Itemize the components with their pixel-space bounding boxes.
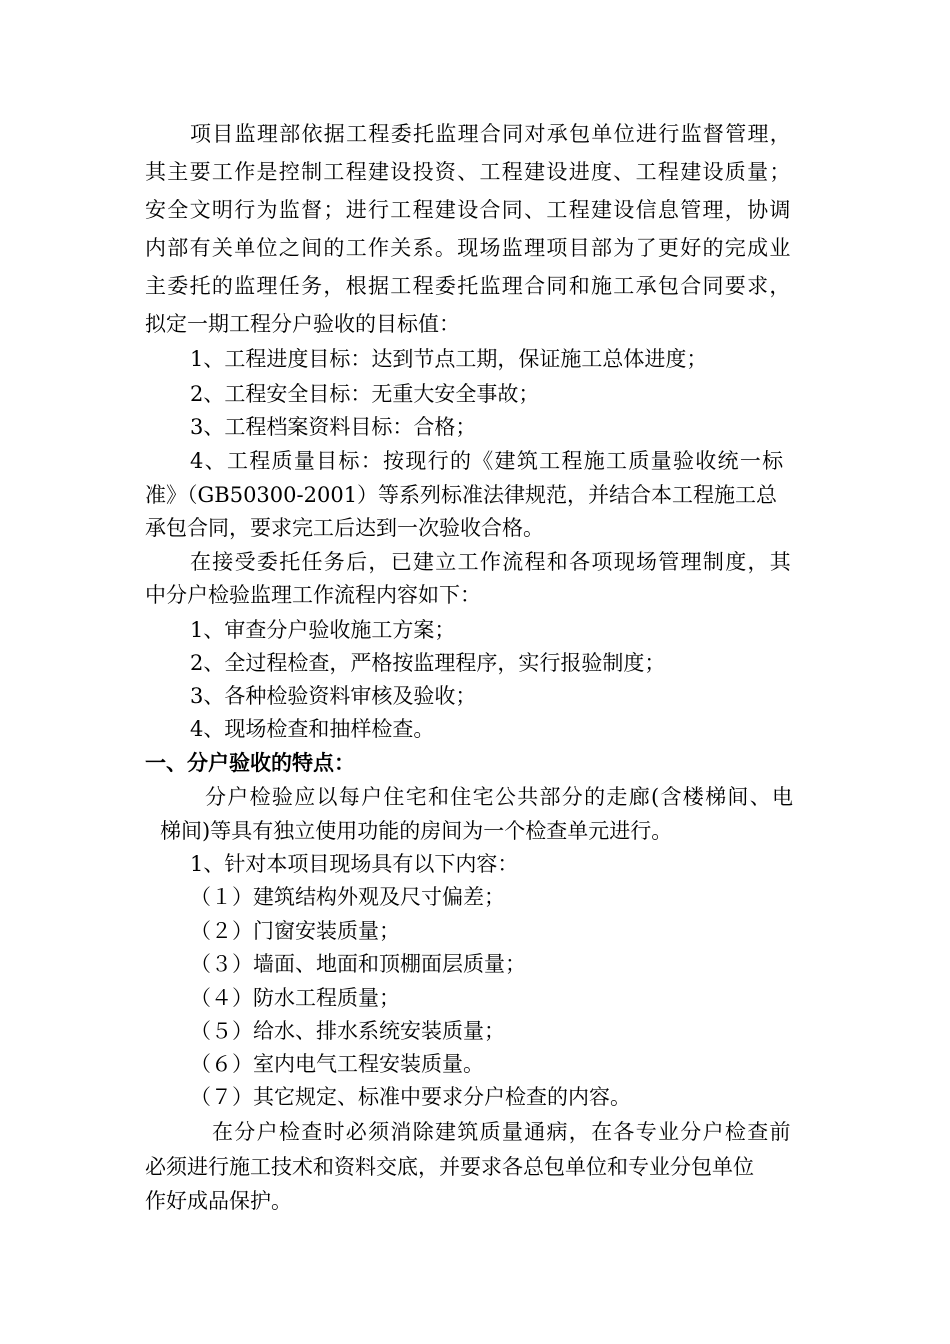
target-item-continued: 承包合同，要求完工后达到一次验收合格。 xyxy=(145,516,544,540)
intro-line: 内部有关单位之间的工作关系。现场监理项目部为了更好的完成业 xyxy=(145,236,792,260)
process-intro-line: 在接受委托任务后，已建立工作流程和各项现场管理制度，其 xyxy=(190,550,793,574)
intro-line: 其主要工作是控制工程建设投资、工程建设进度、工程建设质量； xyxy=(145,160,792,184)
section-list-title: 1、针对本项目现场具有以下内容： xyxy=(190,852,519,876)
section-para-line: 分户检验应以每户住宅和住宅公共部分的走廊(含楼梯间、电 xyxy=(205,785,795,809)
target-item-continued: 准》（GB50300-2001）等系列标准法律规范，并结合本工程施工总 xyxy=(145,483,778,507)
closing-line: 在分户检查时必须消除建筑质量通病，在各专业分户检查前 xyxy=(212,1120,792,1144)
intro-line: 安全文明行为监督；进行工程建设合同、工程建设信息管理，协调 xyxy=(145,198,792,222)
target-item: 2、工程安全目标：无重大安全事故； xyxy=(190,382,540,406)
process-intro-line: 中分户检验监理工作流程内容如下： xyxy=(145,583,481,607)
closing-line: 作好成品保护。 xyxy=(145,1189,292,1213)
inspection-item: （６）室内电气工程安装质量。 xyxy=(190,1052,484,1076)
inspection-item: （４）防水工程质量； xyxy=(190,986,400,1010)
process-item: 1、审查分户验收施工方案； xyxy=(190,618,456,642)
inspection-item: （２）门窗安装质量； xyxy=(190,919,400,943)
process-item: 2、全过程检查，严格按监理程序，实行报验制度； xyxy=(190,651,666,675)
target-item: 4、工程质量目标：按现行的《建筑工程施工质量验收统一标 xyxy=(190,449,785,473)
section-para-line: 梯间)等具有独立使用功能的房间为一个检查单元进行。 xyxy=(160,819,673,843)
process-item: 4、现场检查和抽样检查。 xyxy=(190,717,435,741)
intro-line: 项目监理部依据工程委托监理合同对承包单位进行监督管理， xyxy=(190,122,793,146)
inspection-item: （１）建筑结构外观及尺寸偏差； xyxy=(190,885,505,909)
inspection-item: （３）墙面、地面和顶棚面层质量； xyxy=(190,952,526,976)
intro-line: 主委托的监理任务，根据工程委托监理合同和施工承包合同要求， xyxy=(145,274,792,298)
inspection-item: （５）给水、排水系统安装质量； xyxy=(190,1019,505,1043)
inspection-item: （７）其它规定、标准中要求分户检查的内容。 xyxy=(190,1085,631,1109)
closing-line: 必须进行施工技术和资料交底，并要求各总包单位和专业分包单位 xyxy=(145,1155,754,1179)
target-item: 1、工程进度目标：达到节点工期，保证施工总体进度； xyxy=(190,347,708,371)
process-item: 3、各种检验资料审核及验收； xyxy=(190,684,477,708)
section-heading: 一、分户验收的特点： xyxy=(145,751,355,775)
intro-line: 拟定一期工程分户验收的目标值： xyxy=(145,312,460,336)
target-item: 3、工程档案资料目标：合格； xyxy=(190,415,477,439)
